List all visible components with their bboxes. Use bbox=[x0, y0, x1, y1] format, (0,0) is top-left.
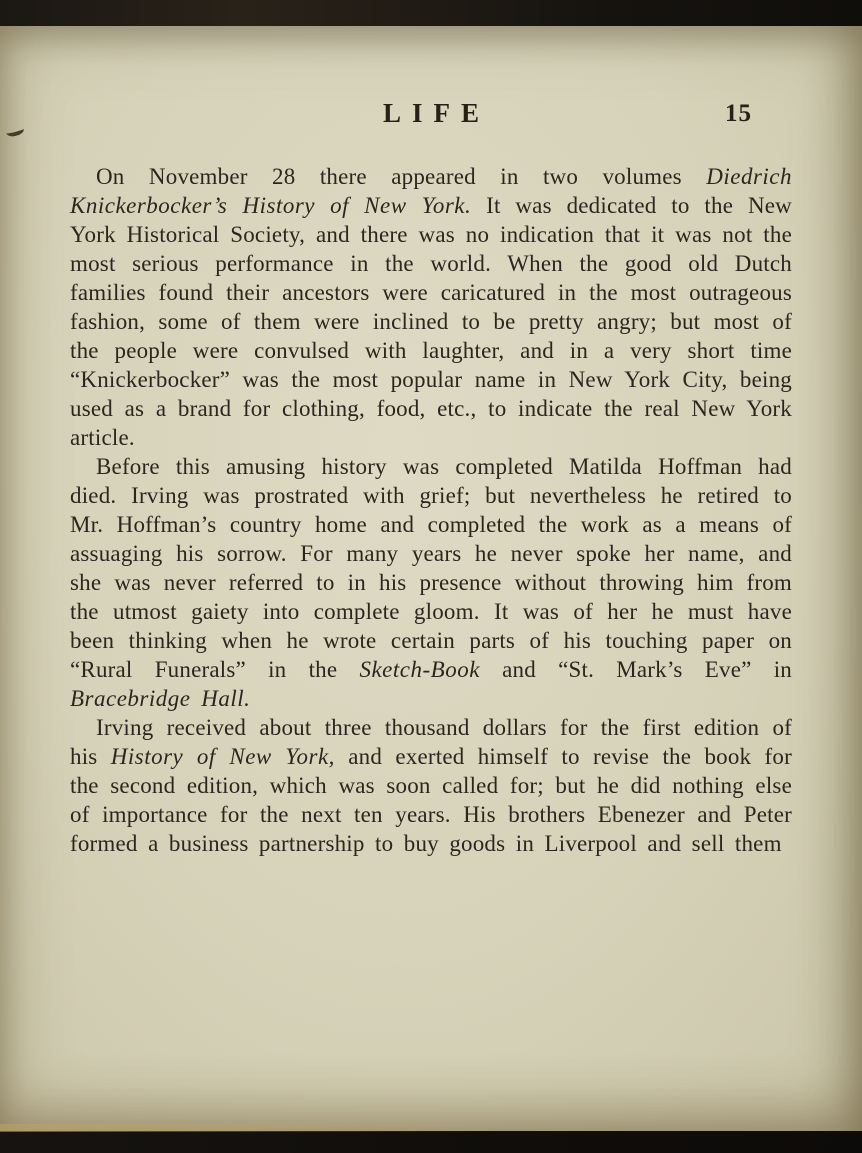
paragraph bbox=[70, 162, 792, 452]
book-page bbox=[0, 26, 862, 1131]
page-number: 15 bbox=[725, 100, 752, 127]
page-header bbox=[70, 98, 792, 134]
text-run: Irving received about three thousand dollars for the first edition of his bbox=[70, 715, 792, 769]
text-run: and “St. Mark’s Eve” in bbox=[479, 657, 793, 682]
body-text bbox=[70, 162, 792, 858]
italic-text-run: Sketch-Book bbox=[359, 657, 480, 682]
text-run: On November 28 there appeared in two volumes bbox=[96, 164, 707, 189]
text-run: and exerted himself to revise the book for the second edition, which was soon called for; but he did nothing else of importance for the next ten years. His brothers Ebenezer and Peter formed a business partnership to buy goods in Liverpool and sell them bbox=[70, 744, 792, 856]
scan-edge-top bbox=[0, 0, 862, 26]
italic-text-run: Diedrich Knickerbocker’s History of New York. bbox=[70, 164, 792, 218]
italic-text-run: History of New York, bbox=[110, 744, 335, 769]
running-title: LIFE bbox=[382, 98, 491, 128]
text-run: Before this amusing history was completed Matilda Hoffman had died. Irving was prostrated with grief; but nevertheless he retired to Mr. Hoffman’s country home and completed the work as a means of assuaging his sorrow. For many years he never spoke her name, and she was never referred to in his presence without throwing him from the utmost gaiety into complete gloom. It was of her he must have been thinking when he wrote certain parts of his touching paper on “Rural Funerals” in the bbox=[70, 454, 792, 682]
paragraph bbox=[70, 713, 792, 858]
text-run: It was dedicated to the New York Historical Society, and there was no indication that it was not the most serious performance in the world. When the good old Dutch families found their ancestors were caricatured in the most outrageous fashion, some of them were inclined to be pretty angry; but most of the people were convulsed with laughter, and in a very short time “Knickerbocker” was the most popular name in New York City, being used as a brand for clothing, food, etc., to indicate the real New York article. bbox=[70, 193, 792, 450]
italic-text-run: Bracebridge Hall. bbox=[70, 686, 251, 711]
paragraph bbox=[70, 452, 792, 713]
scan-artifact-mark bbox=[5, 124, 25, 138]
scan-edge-bottom bbox=[0, 1131, 862, 1153]
